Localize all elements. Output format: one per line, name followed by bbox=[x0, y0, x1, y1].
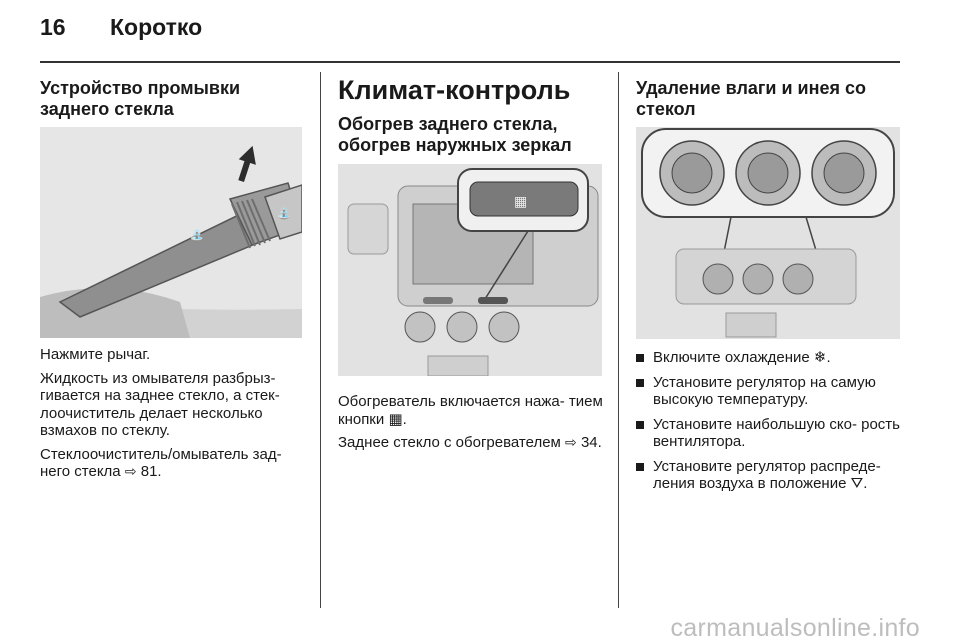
header-rule bbox=[40, 61, 900, 63]
cross-reference-arrow-icon: ⇨ bbox=[565, 434, 577, 450]
list-item: Включите охлаждение ❄. bbox=[636, 349, 901, 367]
climate-section-title: Климат-контроль bbox=[338, 75, 571, 105]
defog-heading: Удаление влаги и инея со стекол bbox=[636, 78, 867, 119]
heated-rear-text bbox=[338, 393, 603, 452]
air-conditioning-snowflake-icon: ❄ bbox=[813, 349, 827, 366]
rear-washer-p3: Стеклоочиститель/омыватель зад- него стекла ⇨ 81. bbox=[40, 445, 282, 480]
list-item: Установите регулятор на самую высокую температуру. bbox=[636, 374, 901, 409]
list-item: Установите наибольшую ско- рость вентилятора. bbox=[636, 416, 901, 451]
heated-rear-heading: Обогрев заднего стекла, обогрев наружных зеркал bbox=[338, 114, 572, 155]
svg-text:▦: ▦ bbox=[514, 193, 528, 209]
column-rear-washer bbox=[40, 78, 305, 120]
rear-washer-heading: Устройство промывки заднего стекла bbox=[40, 78, 241, 119]
column-divider-2 bbox=[618, 72, 619, 608]
defog-steps bbox=[636, 349, 901, 500]
svg-text:⛲: ⛲ bbox=[190, 230, 204, 242]
cross-reference-arrow-icon: ⇨ bbox=[124, 463, 137, 479]
defog-list bbox=[636, 349, 901, 493]
rear-washer-p2: Жидкость из омывателя разбрыз- гивается на заднее стекло, а стек- лоочиститель делает несколько взмахов по стеклу. bbox=[40, 369, 280, 439]
svg-text:⛲: ⛲ bbox=[277, 208, 291, 220]
page-number: 16 bbox=[40, 14, 66, 40]
column-defog bbox=[636, 78, 901, 120]
rear-heater-button-illustration bbox=[338, 164, 602, 376]
column-climate bbox=[338, 74, 603, 156]
heated-rear-p2: Заднее стекло с обогревателем ⇨ 34. bbox=[338, 434, 602, 451]
air-distribution-windscreen-icon: ⛛ bbox=[850, 475, 864, 492]
site-watermark: carmanualsonline.info bbox=[670, 614, 920, 642]
climate-controls-illustration bbox=[636, 127, 900, 339]
rear-washer-p1: Нажмите рычаг. bbox=[40, 346, 151, 363]
page-header bbox=[40, 14, 202, 41]
rear-washer-text bbox=[40, 346, 305, 481]
page-title: Коротко bbox=[110, 14, 203, 40]
rear-washer-ref[interactable]: 81. bbox=[140, 463, 162, 480]
column-divider-1 bbox=[320, 72, 321, 608]
heated-rear-ref[interactable]: 34. bbox=[580, 434, 602, 451]
rear-window-heater-icon: ▦ bbox=[388, 410, 403, 428]
list-item: Установите регулятор распреде- ления воздуха в положение ⛛. bbox=[636, 458, 901, 493]
wiper-lever-illustration bbox=[40, 127, 302, 338]
heated-rear-p1: Обогреватель включается нажа- тием кнопки ▦. bbox=[338, 393, 603, 428]
